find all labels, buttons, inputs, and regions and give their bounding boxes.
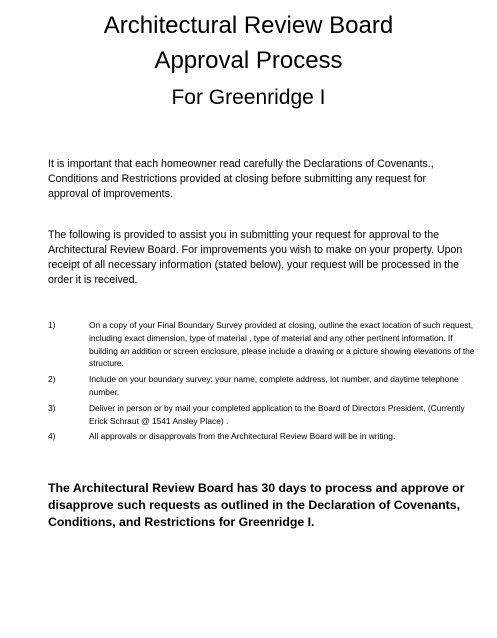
- page-subtitle: Approval Process: [154, 47, 343, 74]
- list-item: [48, 402, 480, 428]
- step-text: Include on your boundary survey: your name, complete address, lot number, and daytime telephone number.: [89, 374, 459, 397]
- step-text: On a copy of your Final Boundary Survey provided at closing, outline the exact location of such request, including exact dimension, type of material , type of material and any other pertinent information. If building an addition or screen enclosure, please include a drawing or a picture showing elevations of the structure.: [89, 320, 475, 369]
- step-number: 1): [48, 320, 56, 330]
- intro-paragraph: It is important that each homeowner read carefully the Declarations of Covenants., Conditions and Restrictions provided at closing before submitting any request for approval of improvements.: [48, 158, 434, 200]
- list-item: [48, 373, 480, 399]
- steps-list: [48, 319, 480, 446]
- step-number: 2): [48, 374, 56, 385]
- step-number: 3): [48, 402, 56, 413]
- step-text: All approvals or disapprovals from the Architectural Review Board will be in writing.: [89, 431, 396, 442]
- list-item: [48, 430, 480, 443]
- closing-statement: The Architectural Review Board has 30 days to process and approve or disapprove such requests as outlined in the Declaration of Covenants, Conditions, and Restrictions for Greenridge I.: [48, 481, 465, 529]
- step-number: 4): [48, 431, 56, 442]
- list-item: [48, 319, 480, 370]
- step-text: Deliver in person or by mail your completed application to the Board of Directors President, (Currently Erick Schraut @ 1541 Ansley Place) .: [89, 402, 465, 426]
- community-name: For Greenridge I: [171, 86, 326, 109]
- page-title: Architectural Review Board: [103, 12, 394, 39]
- instructions-paragraph: The following is provided to assist you in submitting your request for approval to the Architectural Review Board. For improvements you wish to make on your property. Upon receipt of all necessary information (stated below), your request will be processed in the order it is received.: [48, 229, 463, 286]
